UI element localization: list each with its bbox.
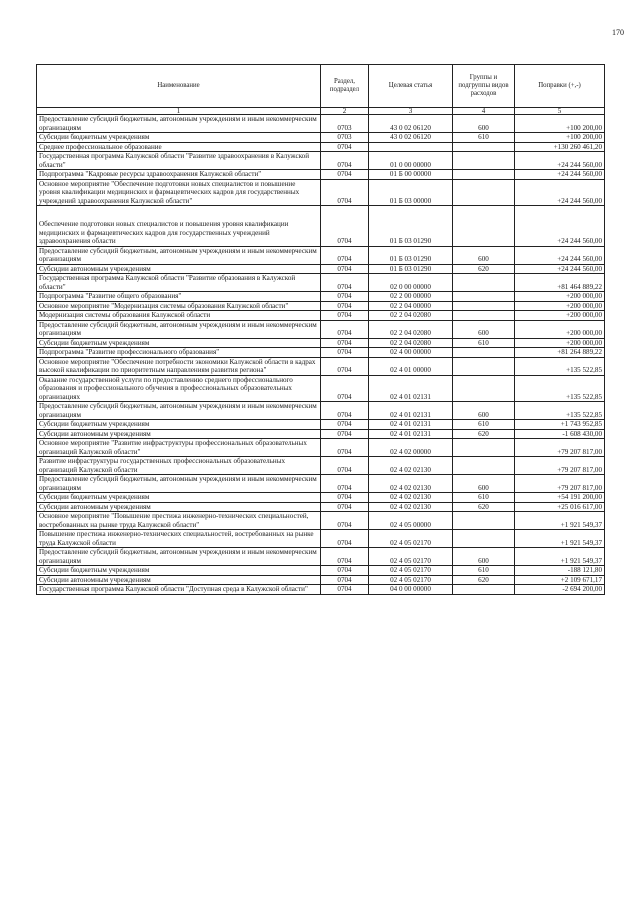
table-row [37, 301, 605, 311]
table-row [37, 206, 605, 247]
table-row [37, 152, 605, 170]
row-section: 0704 [321, 264, 369, 274]
row-target: 02 4 02 02130 [369, 475, 453, 493]
row-section: 0704 [321, 274, 369, 292]
row-amount: -2 694 200,00 [515, 585, 605, 595]
row-amount: +135 522,85 [515, 402, 605, 420]
row-name: Субсидии бюджетным учреждениям [37, 566, 321, 576]
column-number: 2 [321, 108, 369, 115]
row-target: 02 4 05 02170 [369, 566, 453, 576]
row-name: Предоставление субсидий бюджетным, автономным учреждениям и иным некоммерческим организациям [37, 115, 321, 133]
header-expense-group: Группы и подгруппы видов расходов [453, 65, 515, 108]
row-name: Обеспечение подготовки новых специалистов и повышения уровня квалификации медицинских и фармацевтических кадров для государственных учреждений здравоохранения области [37, 206, 321, 247]
row-group [453, 585, 515, 595]
table-row [37, 115, 605, 133]
row-target: 02 4 00 00000 [369, 348, 453, 358]
row-amount: +24 244 560,00 [515, 152, 605, 170]
row-name: Субсидии автономным учреждениям [37, 264, 321, 274]
header-name: Наименование [37, 65, 321, 108]
row-name: Повышение престижа инженерно-технических специальностей, востребованных на рынке труда Калужской области [37, 530, 321, 548]
row-target: 02 4 02 02130 [369, 502, 453, 512]
row-section: 0704 [321, 338, 369, 348]
row-group [453, 206, 515, 247]
row-section: 0704 [321, 170, 369, 180]
row-name: Основное мероприятие "Модернизация системы образования Калужской области" [37, 301, 321, 311]
row-amount: -188 121,80 [515, 566, 605, 576]
table-row [37, 274, 605, 292]
row-target: 02 4 01 02131 [369, 375, 453, 402]
row-section: 0704 [321, 429, 369, 439]
page-number: 170 [612, 28, 624, 37]
row-amount: +200 000,00 [515, 320, 605, 338]
row-section: 0703 [321, 115, 369, 133]
row-group [453, 311, 515, 321]
row-group [453, 301, 515, 311]
row-name: Субсидии бюджетным учреждениям [37, 133, 321, 143]
row-name: Оказание государственной услуги по предоставлению среднего профессионального образования и профессионального обучения в профессиональных образовательных организациях [37, 375, 321, 402]
row-target: 02 2 04 00000 [369, 301, 453, 311]
row-group [453, 530, 515, 548]
row-target: 02 2 00 00000 [369, 292, 453, 302]
row-name: Государственная программа Калужской области "Развитие здравоохранения в Калужской области" [37, 152, 321, 170]
row-group: 600 [453, 548, 515, 566]
column-number: 3 [369, 108, 453, 115]
row-amount: +200 000,00 [515, 301, 605, 311]
row-group [453, 170, 515, 180]
row-group [453, 142, 515, 152]
row-section: 0704 [321, 348, 369, 358]
row-group: 620 [453, 502, 515, 512]
row-section: 0704 [321, 206, 369, 247]
row-target: 02 4 02 00000 [369, 439, 453, 457]
table-row [37, 493, 605, 503]
row-section: 0704 [321, 179, 369, 206]
row-amount: +79 207 817,00 [515, 475, 605, 493]
row-target: 02 4 05 02170 [369, 548, 453, 566]
row-target: 01 Б 03 01290 [369, 264, 453, 274]
row-target: 02 2 04 02080 [369, 338, 453, 348]
row-target: 02 4 05 00000 [369, 512, 453, 530]
row-name: Субсидии бюджетным учреждениям [37, 338, 321, 348]
table-row [37, 566, 605, 576]
row-group [453, 512, 515, 530]
row-amount: +24 244 560,00 [515, 170, 605, 180]
header-target-article: Целевая статья [369, 65, 453, 108]
row-name: Развитие инфраструктуры государственных профессиональных образовательных организаций Калужской области [37, 457, 321, 475]
table-row [37, 548, 605, 566]
table-row [37, 179, 605, 206]
row-amount: +24 244 560,00 [515, 264, 605, 274]
row-section: 0704 [321, 566, 369, 576]
row-name: Государственная программа Калужской области "Доступная среда в Калужской области" [37, 585, 321, 595]
table-row [37, 530, 605, 548]
row-target: 02 2 04 02080 [369, 311, 453, 321]
table-row [37, 429, 605, 439]
row-section: 0704 [321, 311, 369, 321]
row-name: Субсидии автономным учреждениям [37, 575, 321, 585]
row-target [369, 142, 453, 152]
row-name: Субсидии автономным учреждениям [37, 502, 321, 512]
row-section: 0704 [321, 530, 369, 548]
row-section: 0704 [321, 246, 369, 264]
row-target: 01 Б 03 00000 [369, 179, 453, 206]
row-group [453, 457, 515, 475]
row-amount: +79 207 817,00 [515, 439, 605, 457]
row-group: 600 [453, 402, 515, 420]
row-section: 0704 [321, 548, 369, 566]
row-target: 02 4 02 02130 [369, 457, 453, 475]
row-section: 0704 [321, 493, 369, 503]
row-name: Государственная программа Калужской области "Развитие образования в Калужской области" [37, 274, 321, 292]
row-group: 610 [453, 338, 515, 348]
row-name: Предоставление субсидий бюджетным, автономным учреждениям и иным некоммерческим организациям [37, 475, 321, 493]
table-row [37, 311, 605, 321]
row-group [453, 292, 515, 302]
table-row [37, 439, 605, 457]
row-amount: +54 191 200,00 [515, 493, 605, 503]
row-section: 0704 [321, 292, 369, 302]
row-target: 01 Б 03 01290 [369, 206, 453, 247]
row-amount: +24 244 560,00 [515, 179, 605, 206]
table-row [37, 585, 605, 595]
row-section: 0704 [321, 439, 369, 457]
row-amount: +100 200,00 [515, 115, 605, 133]
row-amount: +81 264 889,22 [515, 348, 605, 358]
row-amount: +24 244 560,00 [515, 206, 605, 247]
row-section: 0704 [321, 457, 369, 475]
row-group: 620 [453, 264, 515, 274]
row-amount: +200 000,00 [515, 292, 605, 302]
table-row [37, 170, 605, 180]
table-row [37, 264, 605, 274]
table-row [37, 357, 605, 375]
row-section: 0703 [321, 133, 369, 143]
row-amount: +25 016 617,00 [515, 502, 605, 512]
row-target: 01 0 00 00000 [369, 152, 453, 170]
row-amount: +79 207 817,00 [515, 457, 605, 475]
table-row [37, 133, 605, 143]
row-amount: +1 921 549,37 [515, 548, 605, 566]
table-row [37, 142, 605, 152]
row-target: 02 4 02 02130 [369, 493, 453, 503]
row-group: 610 [453, 420, 515, 430]
row-name: Субсидии бюджетным учреждениям [37, 420, 321, 430]
table-row [37, 475, 605, 493]
row-amount: +1 921 549,37 [515, 530, 605, 548]
table-row [37, 457, 605, 475]
row-target: 43 0 02 06120 [369, 115, 453, 133]
row-group [453, 274, 515, 292]
column-number: 4 [453, 108, 515, 115]
row-section: 0704 [321, 375, 369, 402]
row-group: 610 [453, 566, 515, 576]
row-section: 0704 [321, 575, 369, 585]
row-name: Среднее профессиональное образование [37, 142, 321, 152]
row-target: 02 4 01 02131 [369, 420, 453, 430]
header-amendments: Поправки (+,-) [515, 65, 605, 108]
table-row [37, 420, 605, 430]
table-row [37, 320, 605, 338]
row-group: 600 [453, 475, 515, 493]
row-section: 0704 [321, 152, 369, 170]
row-group: 610 [453, 493, 515, 503]
row-section: 0704 [321, 320, 369, 338]
row-section: 0704 [321, 402, 369, 420]
row-section: 0704 [321, 357, 369, 375]
row-name: Предоставление субсидий бюджетным, автономным учреждениям и иным некоммерческим организациям [37, 246, 321, 264]
row-group [453, 357, 515, 375]
row-group [453, 439, 515, 457]
row-target: 43 0 02 06120 [369, 133, 453, 143]
table-row [37, 402, 605, 420]
row-section: 0704 [321, 585, 369, 595]
row-amount: +135 522,85 [515, 375, 605, 402]
row-target: 02 4 05 02170 [369, 575, 453, 585]
row-section: 0704 [321, 475, 369, 493]
row-section: 0704 [321, 420, 369, 430]
row-target: 01 Б 03 01290 [369, 246, 453, 264]
row-section: 0704 [321, 142, 369, 152]
row-section: 0704 [321, 512, 369, 530]
row-name: Подпрограмма "Развитие профессионального образования" [37, 348, 321, 358]
row-group: 620 [453, 429, 515, 439]
row-name: Основное мероприятие "Обеспечение подготовки новых специалистов и повышение уровня квалификации медицинских и фармацевтических кадров для государственных учреждений здравоохранения Калужской области" [37, 179, 321, 206]
table-row [37, 292, 605, 302]
row-group: 620 [453, 575, 515, 585]
row-amount: +81 464 889,22 [515, 274, 605, 292]
row-amount: +1 921 549,37 [515, 512, 605, 530]
column-number: 5 [515, 108, 605, 115]
row-amount: +2 109 671,17 [515, 575, 605, 585]
row-amount: +130 260 461,20 [515, 142, 605, 152]
row-group: 600 [453, 115, 515, 133]
row-name: Подпрограмма "Развитие общего образования" [37, 292, 321, 302]
row-name: Субсидии автономным учреждениям [37, 429, 321, 439]
column-number: 1 [37, 108, 321, 115]
row-group: 600 [453, 320, 515, 338]
row-name: Предоставление субсидий бюджетным, автономным учреждениям и иным некоммерческим организациям [37, 320, 321, 338]
row-name: Основное мероприятие "Повышение престижа инженерно-технических специальностей, востребованных на рынке труда Калужской области" [37, 512, 321, 530]
row-target: 02 0 00 00000 [369, 274, 453, 292]
table-row [37, 512, 605, 530]
row-group [453, 375, 515, 402]
row-amount: -1 608 430,00 [515, 429, 605, 439]
row-group [453, 348, 515, 358]
budget-amendments-table [36, 64, 605, 595]
table-row [37, 502, 605, 512]
row-amount: +24 244 560,00 [515, 246, 605, 264]
row-amount: +100 200,00 [515, 133, 605, 143]
table-row [37, 338, 605, 348]
row-group: 610 [453, 133, 515, 143]
row-name: Подпрограмма "Кадровые ресурсы здравоохранения Калужской области" [37, 170, 321, 180]
table-row [37, 575, 605, 585]
table-row [37, 246, 605, 264]
row-name: Предоставление субсидий бюджетным, автономным учреждениям и иным некоммерческим организациям [37, 402, 321, 420]
row-name: Основное мероприятие "Обеспечение потребности экономики Калужской области в кадрах высокой квалификации по приоритетным направлениям развития региона" [37, 357, 321, 375]
row-name: Предоставление субсидий бюджетным, автономным учреждениям и иным некоммерческим организациям [37, 548, 321, 566]
row-section: 0704 [321, 502, 369, 512]
row-name: Модернизация системы образования Калужской области [37, 311, 321, 321]
row-amount: +200 000,00 [515, 311, 605, 321]
row-group [453, 179, 515, 206]
row-target: 02 4 01 02131 [369, 429, 453, 439]
row-group: 600 [453, 246, 515, 264]
row-target: 04 0 00 00000 [369, 585, 453, 595]
table-row [37, 348, 605, 358]
row-target: 02 4 01 02131 [369, 402, 453, 420]
row-target: 02 4 05 02170 [369, 530, 453, 548]
row-group [453, 152, 515, 170]
row-name: Субсидии бюджетным учреждениям [37, 493, 321, 503]
table-row [37, 375, 605, 402]
row-target: 02 4 01 00000 [369, 357, 453, 375]
header-section: Раздел, подраздел [321, 65, 369, 108]
row-target: 02 2 04 02080 [369, 320, 453, 338]
row-section: 0704 [321, 301, 369, 311]
row-amount: +1 743 952,85 [515, 420, 605, 430]
row-name: Основное мероприятие "Развитие инфраструктуры профессиональных образовательных организаций Калужской области" [37, 439, 321, 457]
row-amount: +200 000,00 [515, 338, 605, 348]
row-amount: +135 522,85 [515, 357, 605, 375]
row-target: 01 Б 00 00000 [369, 170, 453, 180]
